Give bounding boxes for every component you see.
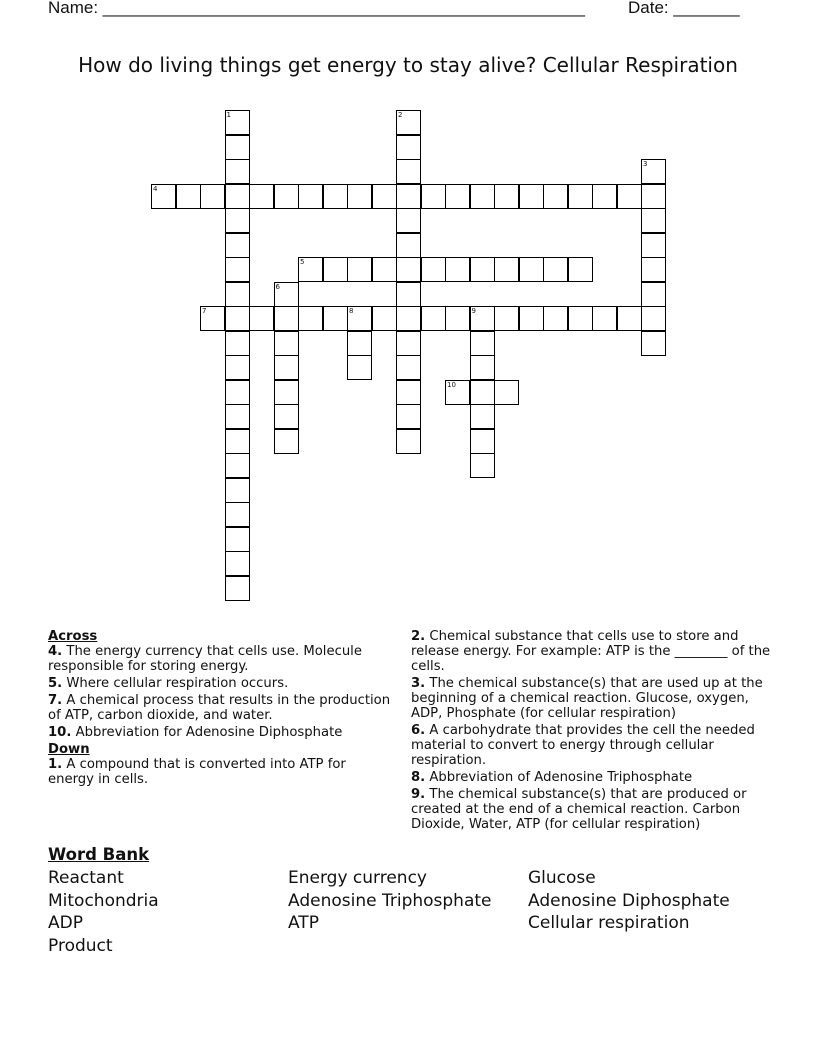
crossword-cell[interactable] <box>396 331 421 356</box>
clue-number: 2 <box>398 111 403 119</box>
crossword-cell[interactable] <box>323 257 348 282</box>
crossword-cell[interactable] <box>543 306 568 331</box>
word-bank-word: ATP <box>288 913 319 933</box>
crossword-cell[interactable] <box>445 306 470 331</box>
word-bank-word: Glucose <box>528 868 596 888</box>
crossword-cell[interactable] <box>396 184 421 209</box>
crossword-cell[interactable] <box>641 282 666 307</box>
crossword-cell[interactable] <box>225 429 250 454</box>
crossword-cell[interactable] <box>200 184 225 209</box>
clue-number: 9 <box>471 307 476 315</box>
crossword-cell[interactable] <box>445 257 470 282</box>
crossword-cell[interactable] <box>225 159 250 184</box>
crossword-cell[interactable] <box>470 453 495 478</box>
word-bank-column-1 <box>48 867 288 957</box>
clue-number: 8 <box>349 307 354 315</box>
crossword-cell[interactable] <box>519 306 544 331</box>
word-bank-word: Energy currency <box>288 868 427 888</box>
crossword-cell[interactable] <box>396 306 421 331</box>
clue-down-2: 2. Chemical substance that cells use to store and release energy. For example: ATP is the ________ of the cells. <box>411 629 771 674</box>
word-bank-heading: Word Bank <box>48 845 150 864</box>
crossword-cell[interactable] <box>249 184 274 209</box>
crossword-cell[interactable] <box>494 184 519 209</box>
clue-number: 6 <box>275 282 280 291</box>
crossword-cell[interactable] <box>225 404 250 429</box>
crossword-cell[interactable] <box>396 355 421 380</box>
word-bank-word: Adenosine Diphosphate <box>528 890 730 911</box>
crossword-cell[interactable] <box>323 306 348 331</box>
crossword-cell[interactable] <box>225 257 250 282</box>
crossword-cell[interactable] <box>396 380 421 405</box>
word-bank-word: Reactant <box>48 868 124 888</box>
crossword-cell[interactable] <box>543 184 568 209</box>
crossword-cell[interactable] <box>470 380 495 405</box>
crossword-cell[interactable] <box>396 208 421 233</box>
crossword-cell[interactable] <box>274 282 299 307</box>
crossword-cell[interactable] <box>470 306 495 331</box>
word-bank-word: Cellular respiration <box>528 913 690 933</box>
across-heading: Across <box>48 629 98 644</box>
crossword-cell[interactable] <box>225 208 250 233</box>
clue-across-10: 10. Abbreviation for Adenosine Diphosphate <box>48 725 343 740</box>
word-bank-word: ADP <box>48 913 83 933</box>
crossword-cell[interactable] <box>274 429 299 454</box>
date-field-label: Date: _______ <box>628 0 740 17</box>
crossword-cell[interactable] <box>396 282 421 307</box>
crossword-cell[interactable] <box>519 257 544 282</box>
crossword-cell[interactable] <box>396 404 421 429</box>
crossword-cell[interactable] <box>225 502 250 527</box>
crossword-cell[interactable] <box>200 306 225 331</box>
crossword-cell[interactable] <box>225 184 250 209</box>
crossword-cell[interactable] <box>225 282 250 307</box>
crossword-cell[interactable] <box>225 453 250 478</box>
crossword-cell[interactable] <box>225 576 250 601</box>
crossword-cell[interactable] <box>421 306 446 331</box>
clue-down-3: 3. The chemical substance(s) that are used up at the beginning of a chemical reaction. Glucose, oxygen, ADP, Phosphate (for cellular respiration) <box>411 676 763 721</box>
crossword-cell[interactable] <box>470 429 495 454</box>
word-bank-word: Mitochondria <box>48 890 159 911</box>
crossword-cell[interactable] <box>617 306 642 331</box>
crossword-cell[interactable] <box>225 135 250 160</box>
crossword-cell[interactable] <box>225 306 250 331</box>
crossword-cell[interactable] <box>274 306 299 331</box>
crossword-cell[interactable] <box>494 380 519 405</box>
clue-down-8: 8. Abbreviation of Adenosine Triphosphate <box>411 770 693 785</box>
crossword-cell[interactable] <box>494 257 519 282</box>
crossword-cell[interactable] <box>323 184 348 209</box>
clue-down-1: 1. A compound that is converted into ATP for energy in cells. <box>48 757 346 787</box>
crossword-cell[interactable] <box>592 184 617 209</box>
crossword-cell[interactable] <box>274 355 299 380</box>
crossword-cell[interactable] <box>592 306 617 331</box>
crossword-cell[interactable] <box>347 331 372 356</box>
crossword-cell[interactable] <box>641 306 666 331</box>
crossword-cell[interactable] <box>519 184 544 209</box>
crossword-cell[interactable] <box>641 257 666 282</box>
crossword-cell[interactable] <box>396 110 421 135</box>
crossword-cell[interactable] <box>372 257 397 282</box>
crossword-cell[interactable] <box>298 257 323 282</box>
crossword-cell[interactable] <box>494 306 519 331</box>
crossword-cell[interactable] <box>568 257 593 282</box>
crossword-cell[interactable] <box>641 233 666 258</box>
crossword-cell[interactable] <box>225 478 250 503</box>
crossword-cell[interactable] <box>470 355 495 380</box>
page-title: How do living things get energy to stay alive? Cellular Respiration <box>78 53 738 77</box>
crossword-cell[interactable] <box>568 306 593 331</box>
crossword-cell[interactable] <box>298 184 323 209</box>
crossword-cell[interactable] <box>274 404 299 429</box>
crossword-cell[interactable] <box>641 331 666 356</box>
clue-number: 7 <box>202 307 207 315</box>
crossword-cell[interactable] <box>372 184 397 209</box>
crossword-cell[interactable] <box>274 184 299 209</box>
clue-down-9: 9. The chemical substance(s) that are produced or created at the end of a chemical reaction. Carbon Dioxide, Water, ATP (for cellular respiration) <box>411 787 747 832</box>
clue-number: 10 <box>447 380 456 389</box>
crossword-cell[interactable] <box>176 184 201 209</box>
crossword-cell[interactable] <box>543 257 568 282</box>
crossword-cell[interactable] <box>396 257 421 282</box>
crossword-cell[interactable] <box>641 159 666 184</box>
word-bank-column-3 <box>528 867 768 935</box>
clues-right-column <box>411 629 771 834</box>
crossword-cell[interactable] <box>641 184 666 209</box>
clue-number: 3 <box>643 160 648 168</box>
crossword-cell[interactable] <box>568 184 593 209</box>
crossword-cell[interactable] <box>470 404 495 429</box>
crossword-cell[interactable] <box>372 306 397 331</box>
crossword-cell[interactable] <box>347 184 372 209</box>
crossword-cell[interactable] <box>274 380 299 405</box>
crossword-cell[interactable] <box>641 208 666 233</box>
word-bank-word: Adenosine Triphosphate <box>288 890 492 911</box>
crossword-cell[interactable] <box>225 110 250 135</box>
clue-across-5: 5. Where cellular respiration occurs. <box>48 676 289 691</box>
crossword-cell[interactable] <box>151 184 176 209</box>
crossword-cell[interactable] <box>445 184 470 209</box>
crossword-cell[interactable] <box>396 159 421 184</box>
clue-number: 1 <box>226 111 231 119</box>
crossword-cell[interactable] <box>396 135 421 160</box>
clues-left-column <box>48 629 393 789</box>
crossword-cell[interactable] <box>225 527 250 552</box>
clue-number: 5 <box>300 258 305 266</box>
clue-down-6: 6. A carbohydrate that provides the cell the needed material to convert to energy through cellular respiration. <box>411 723 755 768</box>
crossword-cell[interactable] <box>274 331 299 356</box>
crossword-cell[interactable] <box>470 184 495 209</box>
crossword-cell[interactable] <box>249 306 274 331</box>
name-field-label: Name: ___________________________________________________ <box>48 0 585 17</box>
clue-across-4: 4. The energy currency that cells use. Molecule responsible for storing energy. <box>48 644 362 674</box>
crossword-cell[interactable] <box>396 233 421 258</box>
crossword-cell[interactable] <box>445 380 470 405</box>
clue-number: 4 <box>153 184 158 193</box>
crossword-cell[interactable] <box>225 551 250 576</box>
crossword-cell[interactable] <box>298 306 323 331</box>
word-bank-word: Product <box>48 935 113 956</box>
crossword-cell[interactable] <box>225 355 250 380</box>
clue-across-7: 7. A chemical process that results in the production of ATP, carbon dioxide, and water. <box>48 693 391 723</box>
crossword-cell[interactable] <box>347 306 372 331</box>
crossword-cell[interactable] <box>470 331 495 356</box>
crossword-cell[interactable] <box>225 331 250 356</box>
crossword-cell[interactable] <box>421 257 446 282</box>
crossword-cell[interactable] <box>225 233 250 258</box>
crossword-cell[interactable] <box>617 184 642 209</box>
crossword-cell[interactable] <box>396 429 421 454</box>
word-bank-column-2 <box>288 867 528 935</box>
crossword-cell[interactable] <box>470 257 495 282</box>
crossword-cell[interactable] <box>347 257 372 282</box>
down-heading: Down <box>48 742 90 757</box>
crossword-cell[interactable] <box>347 355 372 380</box>
crossword-cell[interactable] <box>421 184 446 209</box>
crossword-cell[interactable] <box>225 380 250 405</box>
